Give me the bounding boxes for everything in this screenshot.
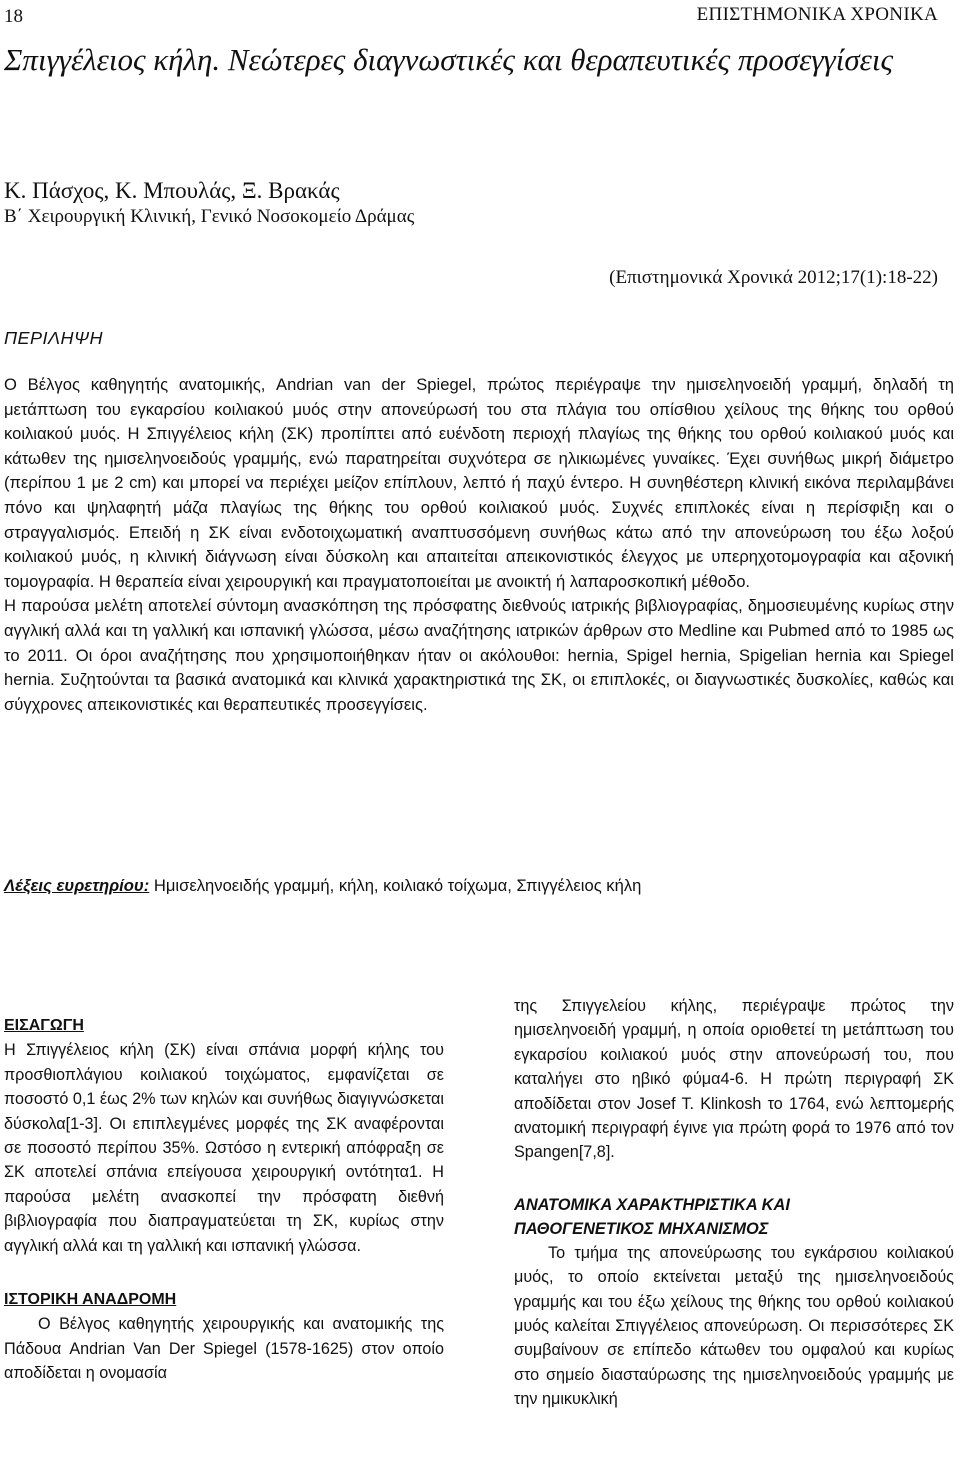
journal-name: ΕΠΙΣΤΗΜΟΝΙΚΑ ΧΡΟΝΙΚΑ (696, 4, 938, 25)
keywords-label: Λέξεις ευρετηρίου: (4, 876, 150, 895)
left-column (4, 1014, 444, 1386)
introduction-text: Η Σπιγγέλειος κήλη (ΣΚ) είναι σπάνια μορφή κήλης του προσθιοπλάγιου κοιλιακού τοιχώματος, εμφανίζεται σε ποσοστό 0,1 έως 2% των κηλών και συνήθως διαγιγνώσκεται δύσκολα[1-3]. Οι επιπλεγμένες μορφές της ΣΚ αναφέρονται σε ποσοστό περίπου 35%. Ωστόσο η εντερική απόφραξη σε ΣΚ αποτελεί σπάνια επείγουσα χειρουργική οντότητα1. Η παρούσα μελέτη ανασκοπεί την πρόσφατη διεθνή βιβλιογραφία που διαπραγματεύεται τη ΣΚ, κυρίως στην αγγλική αλλά και τη γαλλική και ισπανική γλώσσα. (4, 1041, 444, 1255)
keywords-text: Ημισεληνοειδής γραμμή, κήλη, κοιλιακό τοίχωμα, Σπιγγέλειος κήλη (153, 876, 642, 895)
article-title: Σπιγγέλειος κήλη. Νεώτερες διαγνωστικές και θεραπευτικές προσεγγίσεις (4, 42, 894, 77)
article-affiliation: Β΄ Χειρουργική Κλινική, Γενικό Νοσοκομείο Δράμας (4, 206, 415, 227)
article-authors: Κ. Πάσχος, Κ. Μπουλάς, Ξ. Βρακάς (4, 178, 340, 203)
keywords (4, 876, 954, 896)
abstract-paragraph: Ο Βέλγος καθηγητής ανατομικής, Andrian van der Spiegel, πρώτος περιέγραψε την ημισεληνοειδή γραμμή, δηλαδή τη μετάπτωση του εγκαρσίου κοιλιακού μυός στην απονεύρωσή του στα πλάγια του οπίσθιου χείλους της θήκης του ορθού κοιλιακού μυός. Η Σπιγγέλειος κήλη (ΣΚ) προπίπτει από ευένδοτη περιοχή πλαγίως της θήκης του ορθού κοιλιακού μυός και κάτωθεν της ημισεληνοειδούς γραμμής, ενώ παρατηρείται συχνότερα σε ηλικιωμένες γυναίκες. Έχει συνήθως μικρή διάμετρο (περίπου 1 με 2 cm) και μπορεί να περιέχει μείζον επίπλουν, λεπτό ή παχύ έντερο. Η συνηθέστερη κλινική εικόνα περιλαμβάνει πόνο και ψηλαφητή μάζα πλαγίως της θήκης του ορθού κοιλιακού μυός. Συχνές επιπλοκές είναι η περίσφιξη και ο στραγγαλισμός. Επειδή η ΣΚ είναι ενδοτοιχωματική αναπτυσσόμενη συνήθως κάτω από την απονεύρωση του έξω λοξού κοιλιακού μυός, η κλινική διάγνωση είναι δύσκολη και απαιτείται απεικονιστικός έλεγχος με υπερηχοτομογραφία και αξονική τομογραφία. Η θεραπεία είναι χειρουργική και πραγματοποιείται με ανοικτή ή λαπαροσκοπική μέθοδο. (4, 375, 954, 591)
abstract-body (4, 373, 954, 717)
history-text: Ο Βέλγος καθηγητής χειρουργικής και ανατομικής της Πάδουα Andrian Van Der Spiegel (1578-1625) στον οποίο αποδίδεται η ονομασία (4, 1315, 444, 1383)
page-number: 18 (4, 6, 23, 27)
right-column (514, 994, 954, 1412)
abstract-paragraph: Η παρούσα μελέτη αποτελεί σύντομη ανασκόπηση της πρόσφατης διεθνούς ιατρικής βιβλιογραφίας, δημοσιευμένης κυρίως στην αγγλική αλλά και τη γαλλική και ισπανική γλώσσα, μέσω αναζήτησης ιατρικών άρθρων στο Medline και Pubmed από το 1985 ως το 2011. Οι όροι αναζήτησης που χρησιμοποιήθηκαν ήταν οι ακόλουθοι: hernia, Spigel hernia, Spigelian hernia και Spiegel hernia. Συζητούνται τα βασικά ανατομικά και κλινικά χαρακτηριστικά της ΣΚ, οι επιπλοκές, οι διαγνωστικές δυσκολίες, καθώς και σύγχρονες απεικονιστικές και θεραπευτικές προσεγγίσεις. (4, 596, 954, 714)
anatomy-text: Το τμήμα της απονεύρωσης του εγκάρσιου κοιλιακού μυός, το οποίο εκτείνεται μεταξύ της ημισεληνοειδούς γραμμής και του έξω χείλους της θήκης του ορθού κοιλιακού μυός καλείται Σπιγγέλειος απονεύρωση. Οι περισσότερες ΣΚ συμβαίνουν σε επίπεδο κάτωθεν του ομφαλού και κυρίως στο σημείο διασταύρωσης της ημισεληνοειδούς γραμμής με την ημικυκλική (514, 1243, 954, 1409)
history-heading: ΙΣΤΟΡΙΚΗ ΑΝΑΔΡΟΜΗ (4, 1291, 177, 1309)
anatomy-heading-line2: ΠΑΘΟΓΕΝΕΤΙΚΟΣ ΜΗΧΑΝΙΣΜΟΣ (514, 1219, 769, 1238)
anatomy-heading-line1: ΑΝΑΤΟΜΙΚΑ ΧΑΡΑΚΤΗΡΙΣΤΙΚΑ ΚΑΙ (514, 1195, 790, 1214)
introduction-heading: ΕΙΣΑΓΩΓΗ (4, 1017, 84, 1034)
history-continued-text: της Σπιγγελείου κήλης, περιέγραψε πρώτος την ημισεληνοειδή γραμμή, η οποία οριοθετεί τη μετάπτωση του εγκαρσίου κοιλιακού μυός στην απονεύρωσή του, που καταλήγει στο ηβικό φύμα4-6. Η πρώτη περιγραφή ΣΚ αποδίδεται στον Josef T. Klinkosh το 1764, ενώ λεπτομερής ανατομική περιγραφή έγινε για πρώτη φορά το 1976 από τον Spangen[7,8]. (514, 997, 954, 1162)
abstract-heading: ΠΕΡΙΛΗΨΗ (4, 328, 104, 348)
article-citation: (Επιστημονικά Χρονικά 2012;17(1):18-22) (609, 267, 938, 288)
